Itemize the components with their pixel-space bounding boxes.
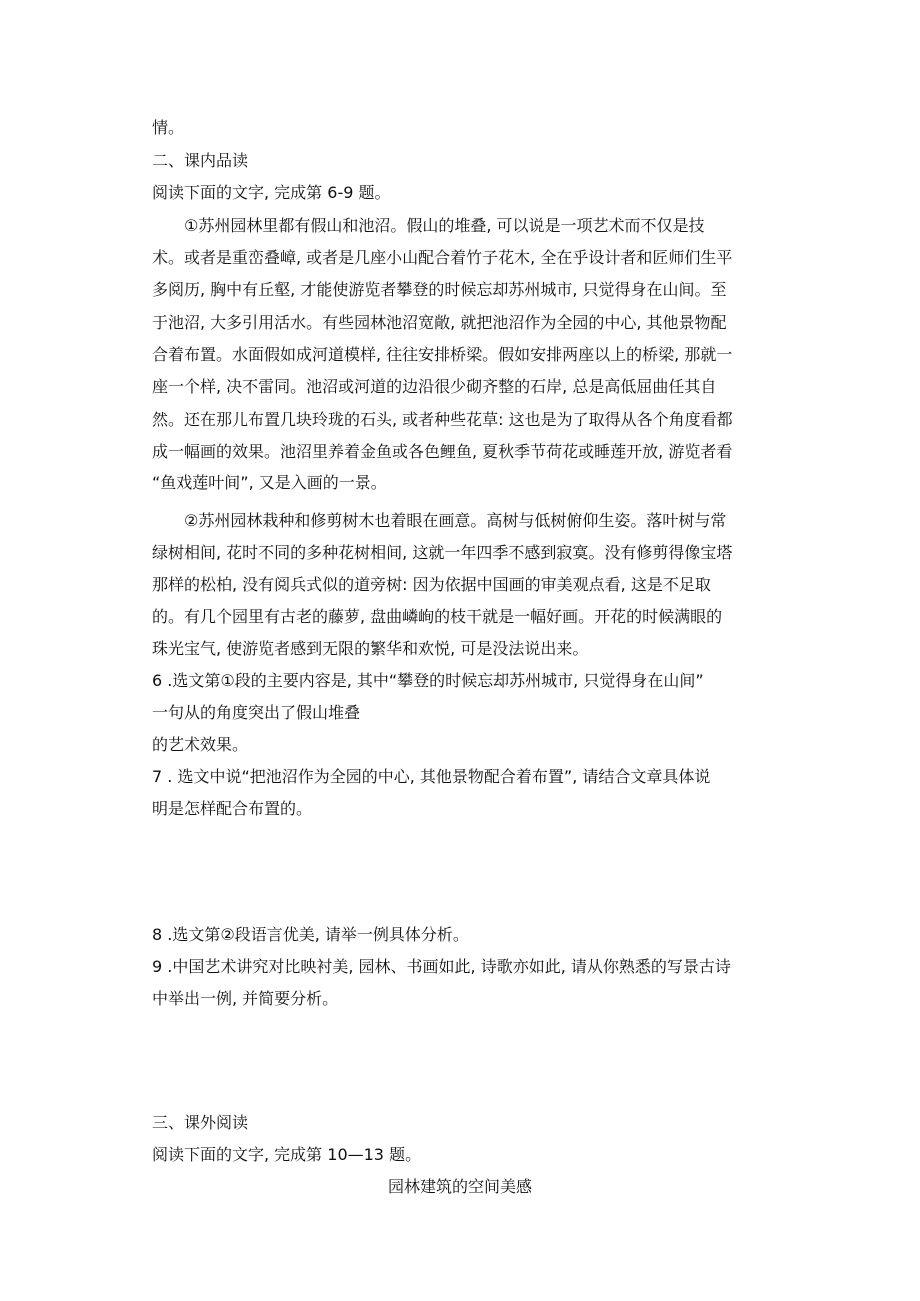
para2-line: 的。有几个园里有古老的藤萝, 盘曲嶙峋的枝干就是一幅好画。开花的时候满眼的 [152,607,723,626]
para2-line: ②苏州园林栽种和修剪树木也着眼在画意。高树与低树俯仰生姿。落叶树与常 [184,511,727,530]
question-7: 7 . 选文中说“把池沼作为全园的中心, 其他景物配合着布置”, 请结合文章具体说 [152,767,711,786]
para1-line: ①苏州园林里都有假山和池沼。假山的堆叠, 可以说是一项艺术而不仅是技 [184,216,705,235]
para1-line: 术。或者是重峦叠嶂, 或者是几座小山配合着竹子花木, 全在乎设计者和匠师们生平 [152,248,733,267]
para2-line: 珠光宝气, 使游览者感到无限的繁华和欢悦, 可是没法说出来。 [152,639,589,658]
section2-instruction: 阅读下面的文字, 完成第 6-9 题。 [152,183,391,202]
para1-line: “鱼戏莲叶间”, 又是入画的一景。 [152,473,387,492]
question-6-cont: 一句从的角度突出了假山堆叠 [152,703,361,722]
para1-line: 座一个样, 决不雷同。池沼或河道的边沿很少砌齐整的石岸, 总是高低屈曲任其自 [152,377,717,396]
section2-heading: 二、课内品读 [152,151,249,170]
section3-heading: 三、课外阅读 [152,1113,249,1132]
question-8: 8 .选文第②段语言优美, 请举一例具体分析。 [152,925,469,944]
para1-line: 合着布置。水面假如成河道模样, 往往安排桥梁。假如安排两座以上的桥梁, 那就一 [152,345,733,364]
article-title: 园林建筑的空间美感 [387,1177,532,1196]
para1-line: 于池沼, 大多引用活水。有些园林池沼宽敞, 就把池沼作为全园的中心, 其他景物配 [152,313,727,332]
para1-line: 成一幅画的效果。池沼里养着金鱼或各色鲤鱼, 夏秋季节荷花或睡莲开放, 游览者看 [152,442,733,461]
top-fragment: 情。 [152,118,185,137]
question-9: 9 .中国艺术讲究对比映衬美, 园林、书画如此, 诗歌亦如此, 请从你熟悉的写景古诗 [152,957,731,976]
para2-line: 绿树相间, 花时不同的多种花树相间, 这就一年四季不感到寂寞。没有修剪得像宝塔 [152,543,733,562]
section3-instruction: 阅读下面的文字, 完成第 10—13 题。 [152,1145,422,1164]
question-6-cont: 的艺术效果。 [152,735,249,754]
question-9-cont: 中举出一例, 并简要分析。 [152,989,339,1008]
question-7-cont: 明是怎样配合布置的。 [152,799,313,818]
para2-line: 那样的松柏, 没有阅兵式似的道旁树: 因为依据中国画的审美观点看, 这是不足取 [152,575,711,594]
para1-line: 多阅历, 胸中有丘壑, 才能使游览者攀登的时候忘却苏州城市, 只觉得身在山间。至 [152,280,727,299]
question-6: 6 .选文第①段的主要内容是, 其中“攀登的时候忘却苏州城市, 只觉得身在山间” [152,671,704,690]
para1-line: 然。还在那儿布置几块玲珑的石头, 或者种些花草: 这也是为了取得从各个角度看都 [152,410,733,429]
